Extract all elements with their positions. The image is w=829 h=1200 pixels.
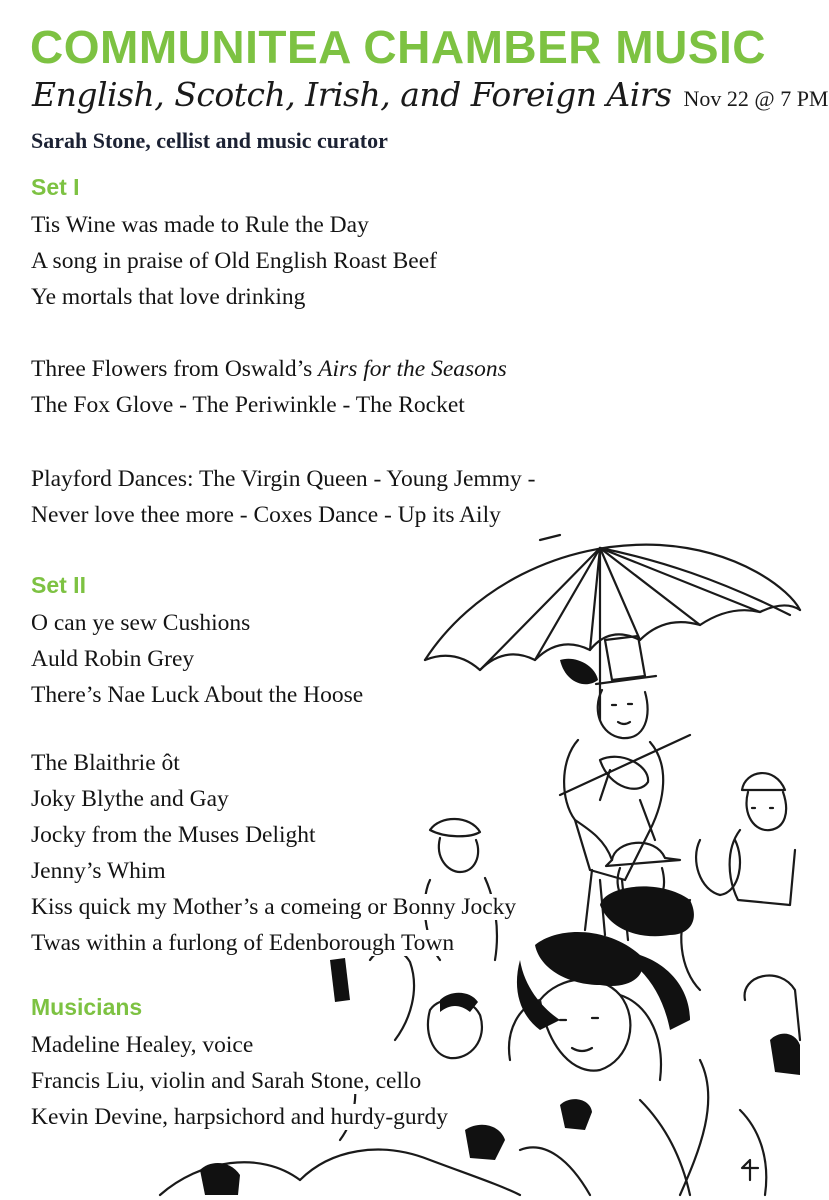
set-2-song: The Blaithrie ôt xyxy=(31,750,180,776)
curator-credit: Sarah Stone, cellist and music curator xyxy=(31,128,388,153)
set-1-song: Tis Wine was made to Rule the Day xyxy=(31,212,369,238)
oswald-work-title: Airs for the Seasons xyxy=(318,356,507,382)
flowers-line: The Fox Glove - The Periwinkle - The Rocket xyxy=(31,392,465,418)
musician-text: Kevin Devine, harpsichord and hurdy-gurdy xyxy=(31,1104,452,1130)
set-2-song: Joky Blythe and Gay xyxy=(31,786,229,812)
oswald-prefix: Three Flowers from Oswald’s xyxy=(31,356,319,382)
musician-text: Francis Liu, violin and Sarah Stone, cello xyxy=(31,1068,425,1094)
musicians-heading: Musicians xyxy=(31,994,143,1020)
set-2-song xyxy=(31,680,367,710)
playford-line-1: Playford Dances: The Virgin Queen - Young Jemmy - xyxy=(31,466,536,492)
set-1-heading: Set I xyxy=(31,174,80,200)
page-title: COMMUNITEA CHAMBER MUSIC xyxy=(30,21,767,73)
subtitle: English, Scotch, Irish, and Foreign Airs xyxy=(32,75,672,114)
musician-line xyxy=(31,1102,452,1132)
oswald-line xyxy=(31,354,507,384)
playford-line-2: Never love thee more - Coxes Dance - Up its Aily xyxy=(31,502,501,528)
set-1-song: Ye mortals that love drinking xyxy=(31,284,306,310)
set-2-song xyxy=(31,928,458,958)
set-2-song-text: Kiss quick my Mother’s a comeing or Bonny Jocky xyxy=(31,894,520,920)
musician-line xyxy=(31,1030,257,1060)
set-2-song: Jenny’s Whim xyxy=(31,858,166,884)
set-2-song: Auld Robin Grey xyxy=(31,646,195,672)
set-2-song xyxy=(31,892,520,922)
set-2-song-text: Twas within a furlong of Edenborough Town xyxy=(31,930,458,956)
set-2-song: O can ye sew Cushions xyxy=(31,610,251,636)
set-1-song: A song in praise of Old English Roast Beef xyxy=(31,248,437,274)
musician-line xyxy=(31,1066,425,1096)
event-date: Nov 22 @ 7 PM xyxy=(683,86,829,111)
subtitle-row xyxy=(32,75,829,114)
set-2-song-text: There’s Nae Luck About the Hoose xyxy=(31,682,367,708)
set-2-heading: Set II xyxy=(31,572,86,598)
set-2-song: Jocky from the Muses Delight xyxy=(31,822,316,848)
musician-text: Madeline Healey, voice xyxy=(31,1032,257,1058)
